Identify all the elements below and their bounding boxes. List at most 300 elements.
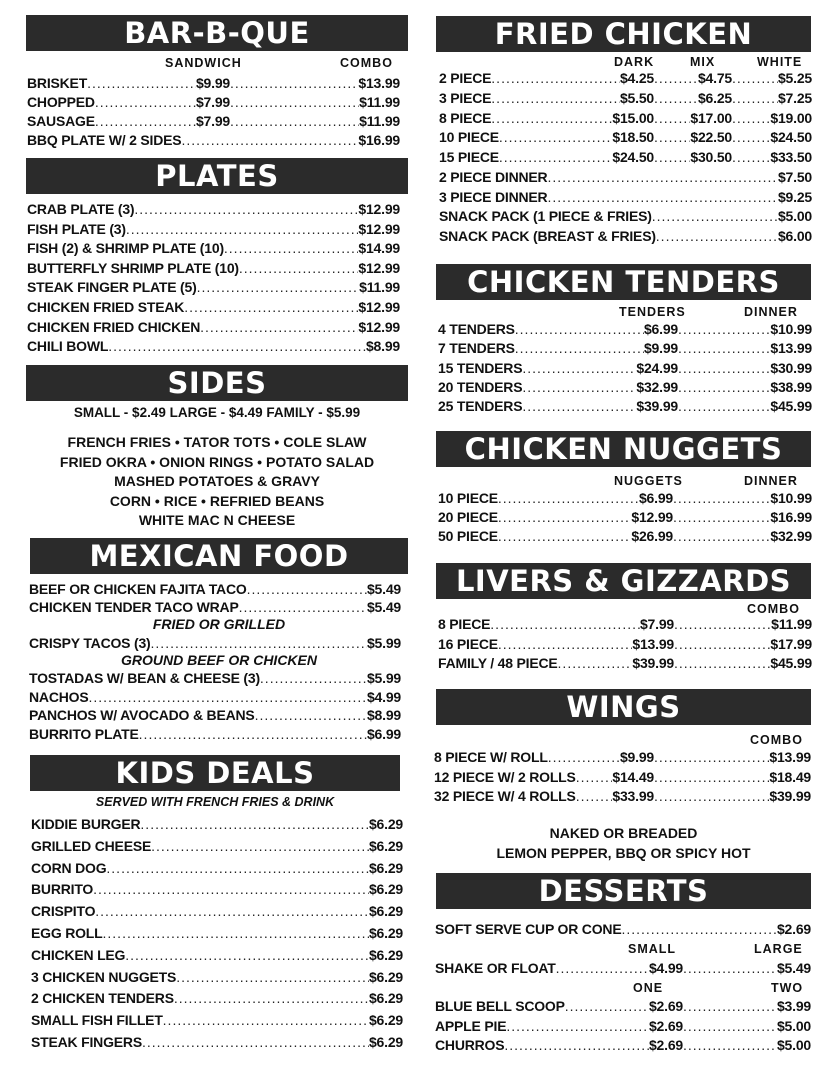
nuggets-col-dinner: DINNER [744,474,798,488]
plates-header: PLATES [26,158,408,194]
leader-dots [498,489,639,508]
item-price-a: $2.69 [648,998,683,1014]
desserts-col-two: TWO [771,981,804,995]
plate-row [27,259,400,278]
leader-dots [491,89,620,108]
item-name: SNACK PACK (1 PIECE & FRIES) [439,208,652,224]
item-name: BURRITO PLATE [29,725,139,742]
mexican-row [29,688,401,707]
item-price-mix: $6.25 [697,89,732,106]
mexican-row [29,725,401,744]
leader-dots [95,112,196,131]
item-price: $6.29 [368,816,403,832]
item-price: $6.29 [368,968,403,985]
leader-dots [732,109,770,128]
item-price-b: $10.99 [770,321,812,337]
leader-dots [674,615,771,634]
item-second-segment [654,128,732,147]
item-first-segment [438,359,678,378]
leader-dots [140,815,369,834]
leader-dots [683,997,777,1016]
item-first-segment [27,74,230,93]
sides-line: WHITE MAC N CHEESE [138,512,296,528]
leader-dots [673,527,770,546]
item-price-b: $45.99 [770,398,812,415]
leader-dots [247,580,367,599]
item-second-segment [654,89,732,108]
item-first-segment [438,654,674,673]
leader-dots [515,320,644,339]
item-price-a: $4.99 [648,960,683,976]
item-price-a: $13.99 [632,635,674,652]
bbq-col-sandwich: SANDWICH [165,56,242,70]
leader-dots [522,378,636,397]
item-first-segment [438,397,678,416]
sides-sizes: SMALL - $2.49 LARGE - $4.49 FAMILY - $5.99 [73,405,361,420]
sides-line: FRENCH FRIES • TATOR TOTS • COLE SLAW [67,434,367,450]
leader-dots [139,725,367,744]
item-first-segment [439,89,654,108]
item-price-b: $39.99 [769,788,811,804]
item-name: 10 PIECE [439,129,499,146]
item-price: $12.99 [358,259,400,276]
item-name: BBQ PLATE W/ 2 SIDES [27,132,182,148]
item-price-a: $7.99 [195,94,230,110]
fried-chicken-row [439,168,812,187]
leader-dots [230,112,359,131]
nuggets-col-nuggets: NUGGETS [614,474,683,488]
item-price: $8.99 [366,707,401,723]
leader-dots [732,128,770,147]
item-price-b: $45.99 [770,655,812,671]
item-price-b: $3.99 [776,998,811,1014]
item-price-a: $24.99 [636,359,678,376]
bbq-header: BAR-B-QUE [26,15,408,51]
item-first-segment [434,768,654,787]
leader-dots [142,1033,369,1052]
fried-chicken-row [439,207,812,226]
kids-row [31,968,403,987]
leader-dots [200,318,358,337]
item-price-b: $16.99 [770,509,812,526]
leader-dots [239,259,358,278]
item-name: GRILLED CHEESE [31,837,152,854]
item-price-dark: $24.50 [612,149,654,166]
leader-dots [491,109,612,128]
item-price-a: $32.99 [636,378,678,395]
item-name: CORN DOG [31,859,107,876]
item-price-b: $13.99 [769,749,811,765]
desserts-col-small: SMALL [628,942,677,956]
leader-dots [654,128,690,147]
item-price-b: $38.99 [770,378,812,395]
item-first-segment [438,615,674,634]
item-price: $6.29 [368,990,403,1007]
item-name: 16 PIECE [438,635,498,652]
mexican-note-ground: GROUND BEEF OR CHICKEN [120,652,317,668]
kids-row [31,946,403,965]
kids-row [31,859,403,878]
tenders-col-dinner: DINNER [744,305,798,319]
item-name: CHICKEN FRIED STEAK [27,299,185,315]
wings-row [434,768,811,787]
item-name: 25 TENDERS [438,398,523,415]
leader-dots [230,93,359,112]
item-name: CHICKEN LEG [31,946,126,963]
item-price-a: $14.49 [612,768,654,785]
leader-dots [134,200,358,219]
fried-chicken-row [439,128,812,147]
fc-col-white: WHITE [757,55,803,69]
item-price: $6.29 [368,903,403,920]
item-price: $6.29 [368,946,403,963]
item-price: $6.29 [368,1012,403,1029]
leader-dots [654,148,690,167]
item-price-b: $10.99 [770,490,812,506]
mexican-note-fried: FRIED OR GRILLED [152,616,286,632]
fc-col-dark: DARK [614,55,655,69]
item-name: CHURROS [435,1037,505,1053]
nuggets-header: CHICKEN NUGGETS [436,431,811,467]
leader-dots [151,634,367,653]
leader-dots [498,527,631,546]
tenders-row [438,397,812,416]
leader-dots [106,859,369,878]
plate-row [27,318,400,337]
item-name: CHILI BOWL [27,338,109,355]
item-price-a: $12.99 [631,509,673,526]
item-name: 7 TENDERS [438,340,515,357]
livers-col-combo: COMBO [747,602,800,616]
item-price-b: $5.49 [776,960,811,976]
leader-dots [678,378,770,397]
item-price: $11.99 [359,279,400,296]
item-price: $16.99 [358,132,400,148]
item-first-segment [435,959,683,978]
item-price-dark: $18.50 [612,129,654,146]
plate-row [27,239,400,258]
leader-dots [621,920,777,939]
leader-dots [547,188,778,207]
item-second-segment [654,109,732,128]
item-name: 2 PIECE [439,70,492,86]
item-name: TOSTADAS W/ BEAN & CHEESE (3) [29,670,260,686]
kids-note: SERVED WITH FRENCH FRIES & DRINK [95,795,335,809]
leader-dots [673,508,770,527]
item-name: PANCHOS W/ AVOCADO & BEANS [29,707,255,723]
item-price-b: $13.99 [358,75,400,91]
item-price: $9.25 [777,188,812,205]
leader-dots [184,298,358,317]
item-price: $12.99 [358,318,400,335]
item-name: EGG ROLL [31,925,103,941]
item-price: $14.99 [358,240,400,257]
item-price-b: $11.99 [359,113,400,129]
item-price-b: $11.99 [359,94,400,110]
leader-dots [260,669,367,688]
item-price-a: $26.99 [631,528,673,545]
wings-col-combo: COMBO [750,733,803,747]
leader-dots [176,968,369,987]
desserts-col-large: LARGE [754,942,803,956]
leader-dots [678,397,770,416]
leader-dots [491,69,620,88]
leader-dots [732,89,778,108]
dessert-row [435,920,811,939]
item-name: BRISKET [27,75,88,91]
leader-dots [654,787,769,806]
sides-line: MASHED POTATOES & GRAVY [114,473,320,489]
item-price-b: $13.99 [770,340,812,357]
item-name: BUTTERFLY SHRIMP PLATE (10) [27,259,239,276]
tenders-header: CHICKEN TENDERS [436,264,811,300]
item-name: CRAB PLATE (3) [27,201,135,217]
livers-row [438,615,812,634]
item-name: 2 PIECE DINNER [439,169,548,185]
item-price: $6.29 [368,859,403,876]
item-price-white: $33.50 [770,149,812,166]
item-price: $5.49 [366,599,401,615]
kids-row [31,924,403,943]
item-price-b: $32.99 [770,528,812,545]
leader-dots [522,397,636,416]
item-name: 3 CHICKEN NUGGETS [31,968,177,985]
fried-chicken-row [439,89,812,108]
item-price-a: $2.69 [648,1037,683,1053]
item-price: $4.99 [366,688,401,705]
leader-dots [674,654,770,673]
desserts-header: DESSERTS [436,873,811,909]
leader-dots [674,635,770,654]
mexican-row [29,634,401,653]
nuggets-row [438,489,812,508]
item-price-a: $39.99 [636,398,678,415]
leader-dots [239,598,367,617]
fried-chicken-row [439,148,812,167]
item-price-mix: $4.75 [697,70,732,86]
item-price-a: $9.99 [643,340,678,357]
sides-header: SIDES [26,365,408,401]
wings-note-flavors: LEMON PEPPER, BBQ OR SPICY HOT [496,845,751,861]
item-price: $8.99 [365,338,400,355]
leader-dots [95,902,369,921]
item-price-a: $7.99 [639,616,674,632]
leader-dots [652,207,778,226]
leader-dots [515,339,644,358]
item-price-dark: $4.25 [619,70,654,86]
leader-dots [576,787,613,806]
wings-row [434,787,811,806]
leader-dots [87,74,196,93]
leader-dots [163,1011,369,1030]
leader-dots [504,1036,649,1055]
leader-dots [558,654,633,673]
leader-dots [522,359,636,378]
leader-dots [683,959,777,978]
tenders-row [438,320,812,339]
item-name: 8 PIECE W/ ROLL [434,749,548,765]
item-price-mix: $17.00 [690,109,732,126]
leader-dots [499,148,612,167]
item-name: CHOPPED [27,94,95,110]
leader-dots [88,688,366,707]
bbq-row [27,112,400,131]
leader-dots [151,837,369,856]
item-price: $5.00 [777,208,812,224]
bbq-row [27,93,400,112]
item-first-segment [434,748,654,767]
livers-row [438,635,812,654]
item-price-a: $9.99 [619,749,654,765]
sides-line: CORN • RICE • REFRIED BEANS [109,492,325,509]
leader-dots [506,1017,649,1036]
leader-dots [197,278,360,297]
item-name: FISH PLATE (3) [27,220,126,237]
leader-dots [230,74,358,93]
item-price: $5.99 [366,635,401,651]
bbq-col-combo: COMBO [340,56,393,70]
nuggets-row [438,527,812,546]
item-first-segment [435,997,683,1016]
item-price: $12.99 [358,220,400,237]
plate-row [27,337,400,356]
item-price-white: $5.25 [777,70,812,86]
item-price: $6.29 [368,925,403,941]
item-first-segment [435,1036,683,1055]
mexican-row [29,706,401,725]
item-name: 50 PIECE [438,528,498,545]
leader-dots [556,959,649,978]
item-name: NACHOS [29,688,89,705]
item-price-white: $24.50 [770,129,812,146]
leader-dots [732,148,770,167]
leader-dots [654,748,769,767]
item-name: 2 CHICKEN TENDERS [31,990,174,1007]
tenders-row [438,339,812,358]
item-first-segment [438,489,673,508]
tenders-row [438,378,812,397]
item-price: $6.29 [368,1034,403,1050]
item-price: $12.99 [358,299,400,315]
tenders-col-tenders: TENDERS [619,305,686,319]
kids-row [31,989,403,1008]
fried-chicken-header: FRIED CHICKEN [436,16,811,52]
item-name: 8 PIECE [439,109,492,126]
leader-dots [224,239,358,258]
item-first-segment [438,508,673,527]
dessert-row [435,1017,811,1036]
item-price: $6.29 [368,881,403,898]
leader-dots [654,89,698,108]
item-price-a: $6.99 [638,490,673,506]
item-name: APPLE PIE [435,1017,507,1034]
leader-dots [565,997,649,1016]
plate-row [27,278,400,297]
item-first-segment [439,109,654,128]
leader-dots [126,220,359,239]
mexican-row [29,669,401,688]
item-first-segment [438,635,674,654]
fc-col-mix: MIX [690,55,716,69]
item-name: 10 PIECE [438,490,498,506]
item-name: FAMILY / 48 PIECE [438,655,558,671]
leader-dots [548,748,620,767]
plate-row [27,298,400,317]
leader-dots [576,768,613,787]
leader-dots [174,989,369,1008]
kids-row [31,1033,403,1052]
item-name: 3 PIECE DINNER [439,188,548,205]
item-price: $7.50 [777,169,812,185]
livers-header: LIVERS & GIZZARDS [436,563,811,599]
dessert-row [435,959,811,978]
item-first-segment [438,339,678,358]
leader-dots [656,227,778,246]
item-price-b: $17.99 [770,635,812,652]
item-name: BEEF OR CHICKEN FAJITA TACO [29,581,247,597]
item-first-segment [439,128,654,147]
bbq-row [27,74,400,93]
leader-dots [108,337,366,356]
desserts-col-one: ONE [633,981,664,995]
wings-header: WINGS [436,689,811,725]
item-name: CRISPY TACOS (3) [29,635,151,651]
item-first-segment [439,69,654,88]
item-name: 3 PIECE [439,89,492,106]
leader-dots [654,109,690,128]
leader-dots [547,168,778,187]
item-name: 15 PIECE [439,149,499,166]
plate-row [27,220,400,239]
item-name: STEAK FINGERS [31,1034,142,1050]
item-price-a: $2.69 [648,1017,683,1034]
item-name: SAUSAGE [27,113,95,129]
item-price: $5.99 [366,670,401,686]
dessert-row [435,997,811,1016]
item-first-segment [439,148,654,167]
kids-row [31,815,403,834]
kids-row [31,837,403,856]
item-name: SNACK PACK (BREAST & FRIES) [439,227,656,244]
item-name: CHICKEN TENDER TACO WRAP [29,599,239,615]
leader-dots [93,880,369,899]
item-name: 8 PIECE [438,616,491,632]
dessert-row [435,1036,811,1055]
item-name: SOFT SERVE CUP OR CONE [435,921,622,937]
leader-dots [673,489,770,508]
leader-dots [654,768,769,787]
item-name: BLUE BELL SCOOP [435,998,565,1014]
item-price-mix: $22.50 [690,129,732,146]
livers-row [438,654,812,673]
fried-chicken-row [439,188,812,207]
leader-dots [678,320,770,339]
leader-dots [654,69,698,88]
item-name: KIDDIE BURGER [31,816,141,832]
wings-row [434,748,811,767]
item-name: CHICKEN FRIED CHICKEN [27,318,201,335]
leader-dots [683,1017,777,1036]
plate-row [27,200,400,219]
item-price-dark: $15.00 [612,109,654,126]
item-price-a: $39.99 [632,655,674,671]
leader-dots [103,924,369,943]
leader-dots [683,1036,777,1055]
mexican-row [29,580,401,599]
item-name: CRISPITO [31,903,96,920]
leader-dots [125,946,369,965]
item-first-segment [27,112,230,131]
